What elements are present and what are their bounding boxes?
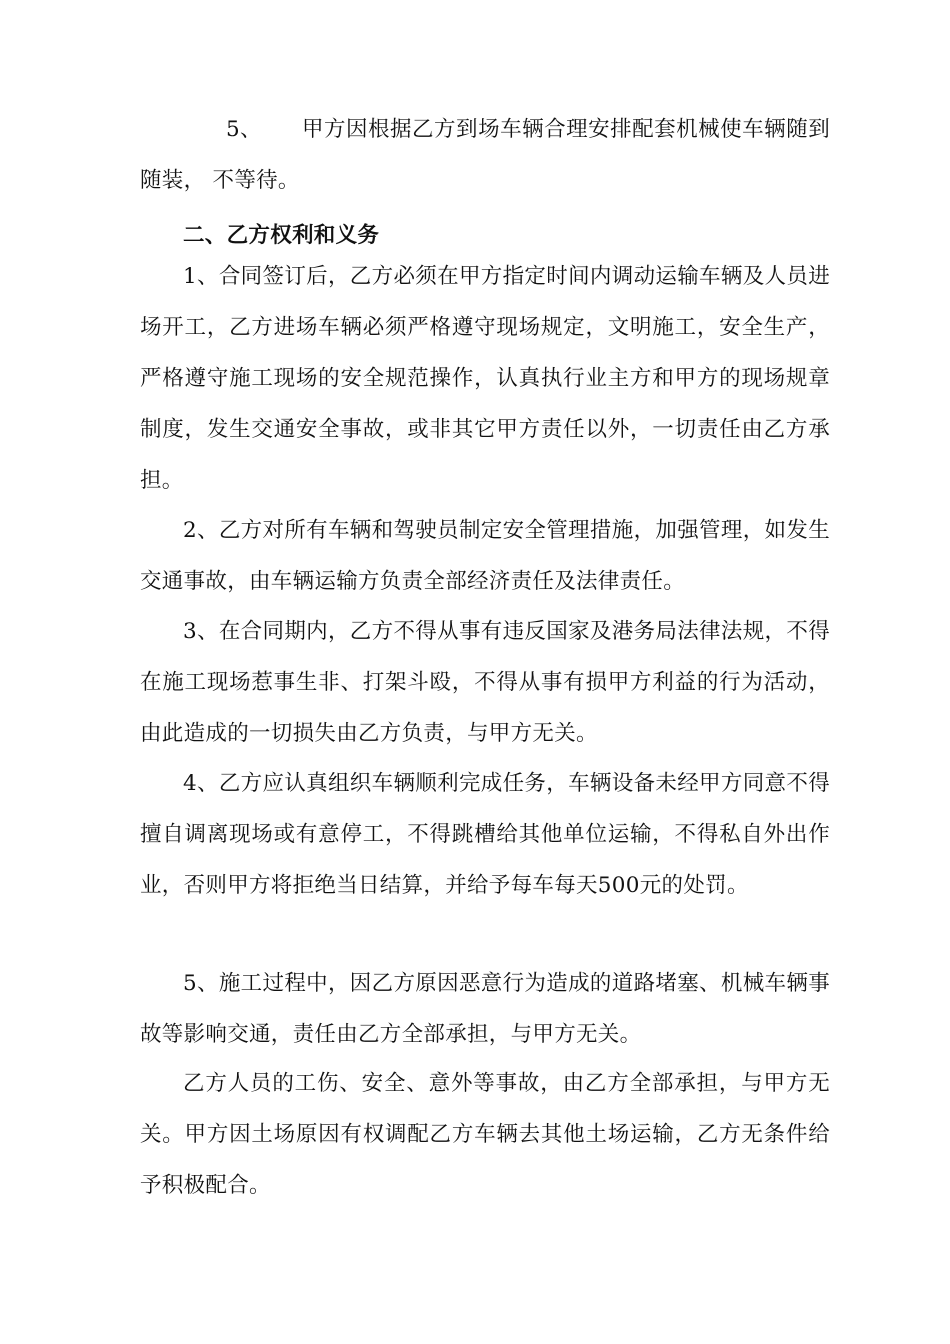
paragraph-b5: 5、施工过程中，因乙方原因恶意行为造成的道路堵塞、机械车辆事故等影响交通，责任由乙方全部承担，与甲方无关。 (140, 971, 830, 1047)
paragraph-b2: 2、乙方对所有车辆和驾驶员制定安全管理措施，加强管理，如发生交通事故，由车辆运输方负责全部经济责任及法律责任。 (140, 518, 830, 594)
section-heading-party-b: 二、乙方权利和义务 (183, 223, 380, 248)
paragraph-a5 (140, 104, 830, 206)
paragraph-b1: 1、合同签订后，乙方必须在甲方指定时间内调动运输车辆及人员进场开工，乙方进场车辆必须严格遵守现场规定，文明施工，安全生产，严格遵守施工现场的安全规范操作，认真执行业主方和甲方的现场规章制度，发生交通安全事故，或非其它甲方责任以外，一切责任由乙方承担。 (140, 264, 830, 493)
paragraph-b4: 4、乙方应认真组织车辆顺利完成任务，车辆设备未经甲方同意不得擅自调离现场或有意停工，不得跳槽给其他单位运输，不得私自外出作业，否则甲方将拒绝当日结算，并给予每车每天500元的处罚。 (140, 771, 830, 898)
paragraph-number: 5、 (226, 117, 262, 142)
paragraph-text: 甲方因根据乙方到场车辆合理安排配套机械使车辆随到随装， 不等待。 (140, 117, 830, 193)
paragraph-b5-continued: 乙方人员的工伤、安全、意外等事故，由乙方全部承担，与甲方无关。甲方因土场原因有权调配乙方车辆去其他土场运输，乙方无条件给予积极配合。 (140, 1071, 830, 1198)
paragraph-b3: 3、在合同期内，乙方不得从事有违反国家及港务局法律法规，不得在施工现场惹事生非、打架斗殴，不得从事有损甲方利益的行为活动，由此造成的一切损失由乙方负责，与甲方无关。 (140, 619, 830, 746)
